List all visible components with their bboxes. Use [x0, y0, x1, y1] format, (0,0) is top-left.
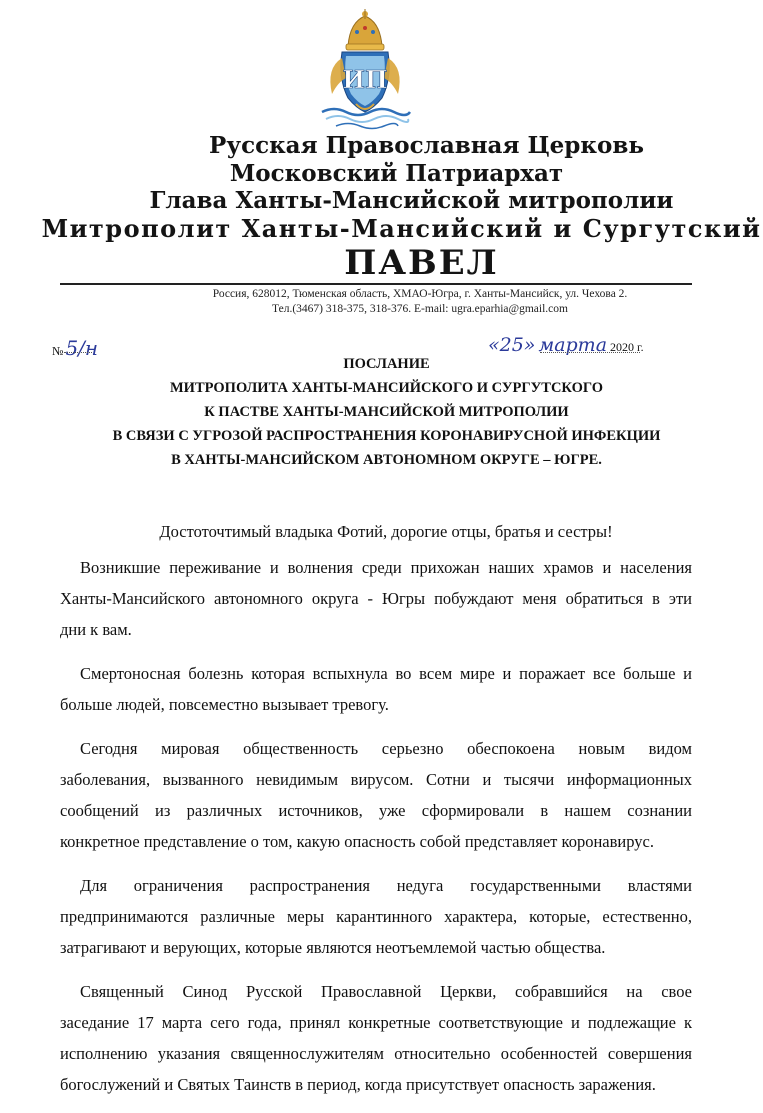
paragraph-3 [60, 733, 692, 857]
letterhead-divider [60, 283, 692, 285]
title-line-5: В ХАНТЫ-МАНСИЙСКОМ АВТОНОМНОМ ОКРУГЕ – ЮГРЕ. [171, 452, 602, 468]
paragraph-line: исполнению указания священнослужителям относительно особенностей совершения [60, 1044, 692, 1063]
paragraph-line: конкретное представление о том, какую опасность собой представляет коронавирус. [60, 832, 654, 851]
paragraph-5 [60, 976, 692, 1100]
document-title [0, 352, 763, 472]
metropolis-emblem-icon [312, 8, 418, 132]
date-day: «25» [488, 334, 536, 356]
letterhead-church: Русская Православная Церковь [209, 132, 644, 159]
paragraph-line: затрагивают и верующих, которые являются неотъемлемой частью общества. [60, 938, 606, 957]
paragraph-1 [60, 552, 692, 645]
number-handwritten: 5/н [65, 336, 99, 360]
date-year: 2020 г. [610, 340, 644, 354]
paragraph-line: больше людей, повсеместно вызывает тревогу. [60, 695, 389, 714]
title-line-4: В СВЯЗИ С УГРОЗОЙ РАСПРОСТРАНЕНИЯ КОРОНАВИРУСНОЙ ИНФЕКЦИИ [112, 428, 661, 444]
letterhead-head-of-metropolis: Глава Ханты-Мансийской митрополии [149, 187, 674, 214]
greeting: Достоточтимый владыка Фотий, дорогие отцы, братья и сестры! [159, 522, 613, 541]
paragraph-line: Ханты-Мансийского автономного округа - Югры побуждают меня обратиться в эти [60, 589, 692, 608]
address-line: Россия, 628012, Тюменская область, ХМАО-Югра, г. Ханты-Мансийск, ул. Чехова 2. [212, 288, 628, 300]
paragraph-line: заболевания, вызванного невидимым вирусом. Сотни и тысячи информационных [60, 770, 692, 789]
paragraph-line: сообщений из различных источников, уже сформировали в нашем сознании [60, 801, 692, 820]
letterhead-patriarchate: Московский Патриархат [229, 160, 564, 187]
emblem-monogram: ИП [342, 65, 388, 94]
title-line-1: ПОСЛАНИЕ [343, 356, 430, 372]
paragraph-line: Священный Синод Русской Православной Церкви, собравшийся на свое [80, 982, 692, 1001]
paragraph-line: Смертоносная болезнь которая вспыхнула во всем мире и поражает все больше и [80, 664, 692, 683]
paragraph-line: предпринимаются различные меры карантинного характера, которые, естественно, [60, 907, 692, 926]
paragraph-4 [60, 870, 692, 963]
date-month-handwritten: марта [538, 334, 608, 356]
number-label: № [52, 344, 64, 358]
letterhead-name: ПАВЕЛ [344, 243, 499, 283]
paragraph-line: Возникшие переживание и волнения среди прихожан наших храмов и населения [80, 558, 692, 577]
paragraph-2 [60, 658, 692, 720]
paragraph-line: Для ограничения распространения недуга государственными властями [80, 876, 692, 895]
paragraph-line: богослужений и Святых Таинств в период, когда присутствует опасность заражения. [60, 1075, 656, 1094]
contact-line: Тел.(3467) 318-375, 318-376. E-mail: ugra.eparhia@gmail.com [272, 303, 568, 315]
title-line-3: К ПАСТВЕ ХАНТЫ-МАНСИЙСКОЙ МИТРОПОЛИИ [204, 404, 569, 420]
letter-body [60, 516, 692, 1113]
paragraph-line: Сегодня мировая общественность серьезно обеспокоена новым видом [80, 739, 692, 758]
title-line-2: МИТРОПОЛИТА ХАНТЫ-МАНСИЙСКОГО И СУРГУТСКОГО [169, 380, 603, 396]
letterhead-metropolitan-title: Митрополит Ханты-Мансийский и Сургутский [41, 214, 762, 243]
paragraph-line: дни к вам. [60, 620, 132, 639]
paragraph-line: заседание 17 марта сего года, принял конкретные соответствующие и подлежащие к [60, 1013, 692, 1032]
